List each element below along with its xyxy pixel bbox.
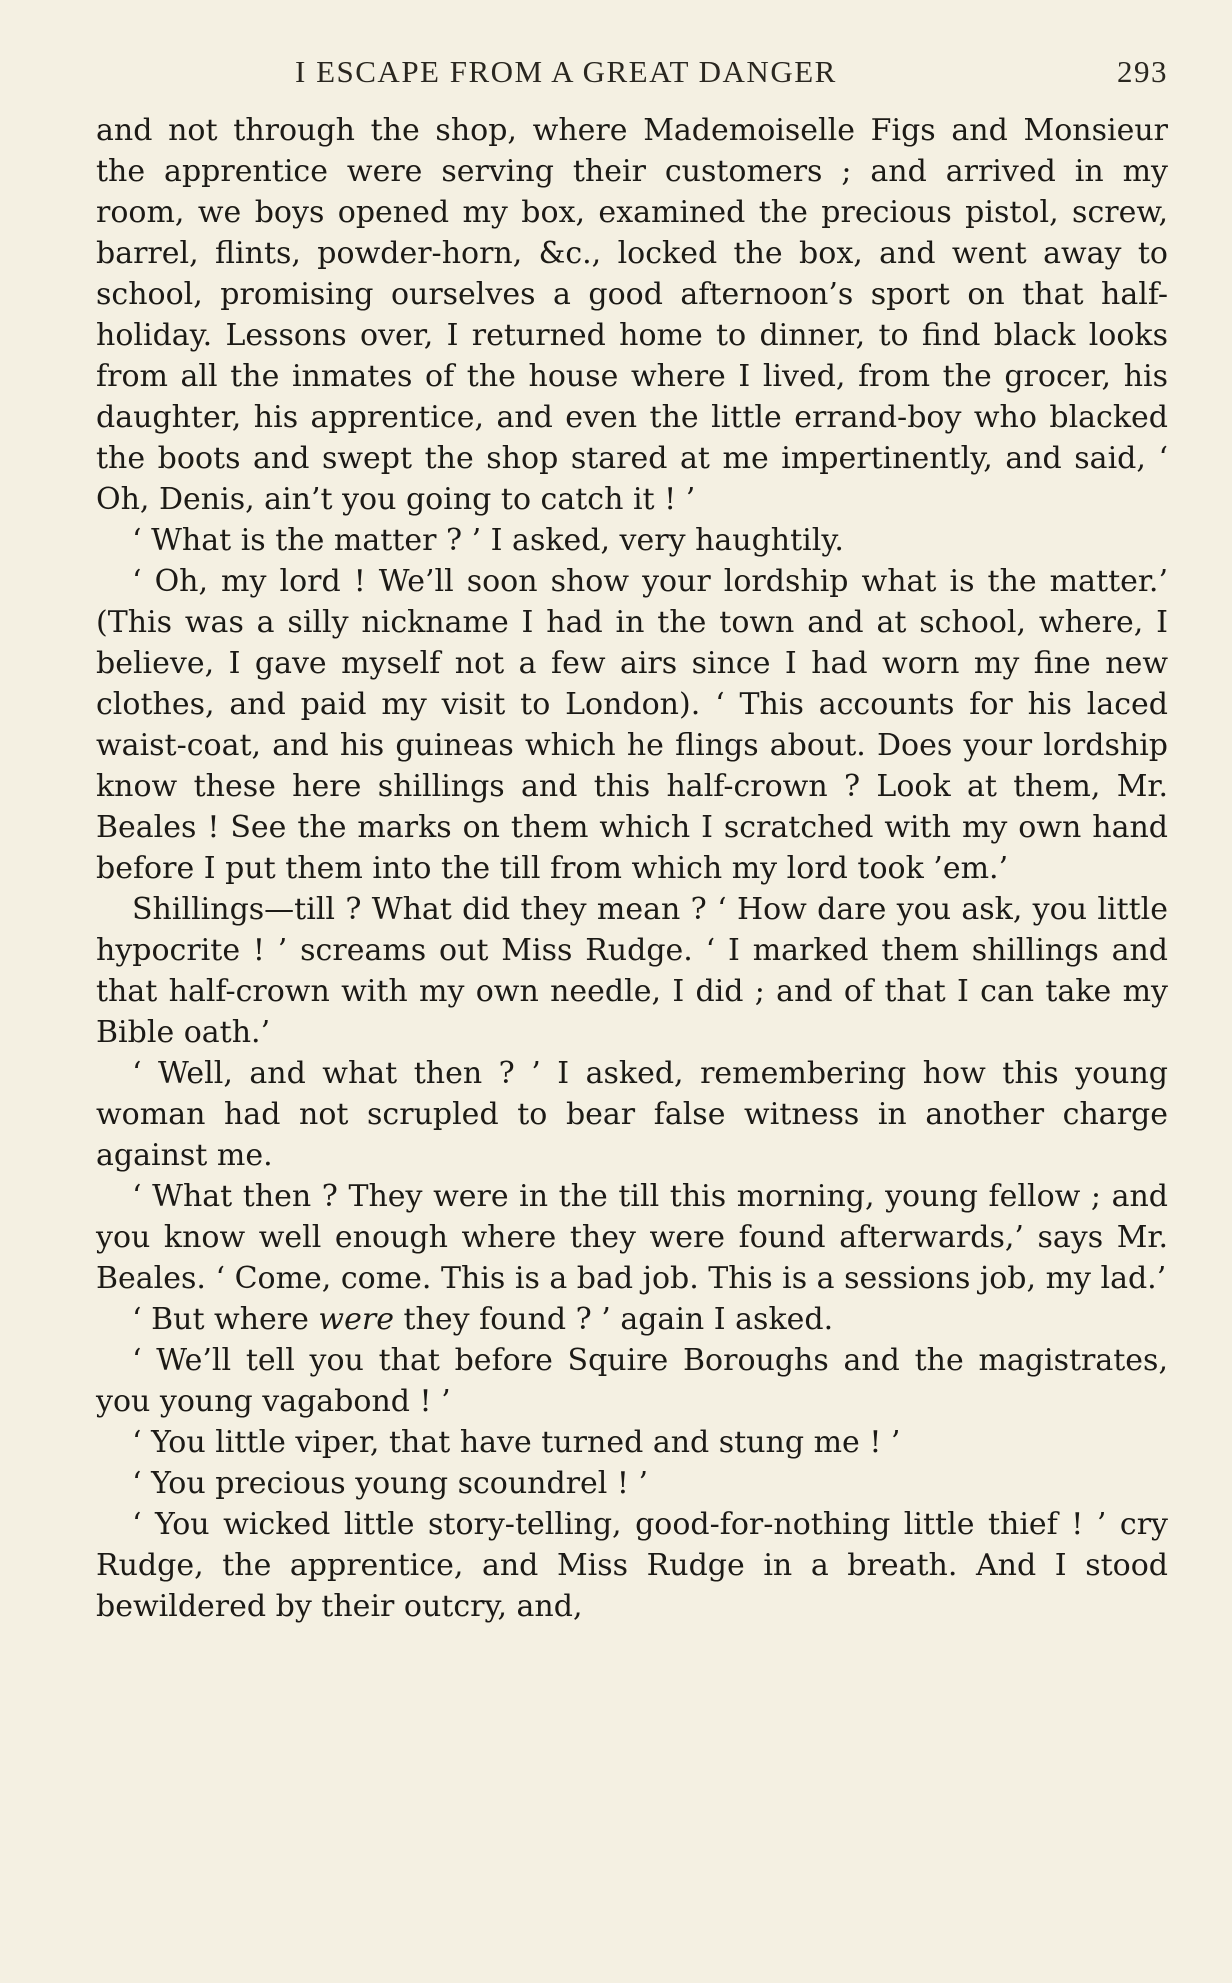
paragraph-11: ‘ You wicked little story-telling, good-for-nothing little thief ! ’ cry Rudge, the apprentice, and Miss Rudge in a breath. And I stood bewildered by their outcry, and, <box>96 1507 1168 1624</box>
running-title: I ESCAPE FROM A GREAT DANGER <box>295 54 837 89</box>
body-text <box>96 110 1168 1627</box>
paragraph-9: ‘ You little viper, that have turned and stung me ! ’ <box>132 1425 901 1460</box>
paragraph-2: ‘ What is the matter ? ’ I asked, very haughtily. <box>132 523 844 558</box>
book-page <box>96 50 1168 1627</box>
paragraph-7-start: ‘ But where <box>132 1302 319 1337</box>
paragraph-6: ‘ What then ? They were in the till this morning, young fellow ; and you know well enough where they were found afterwards,’ says Mr. Beales. ‘ Come, come. This is a bad job. This is a sessions job, my lad.’ <box>96 1179 1168 1296</box>
paragraph-7-emphasis: were <box>318 1302 394 1337</box>
paragraph-7-end: they found ? ’ again I asked. <box>393 1302 834 1337</box>
paragraph-1: and not through the shop, where Mademoiselle Figs and Monsieur the apprentice were serving their customers ; and arrived in my room, we boys opened my box, examined the precious pistol, screw, barrel, flints, powder-horn, &c., locked the box, and went away to school, promising ourselves a good afternoon’s sport on that half-holiday. Lessons over, I returned home to dinner, to find black looks from all the inmates of the house where I lived, from the grocer, his daughter, his apprentice, and even the little errand-boy who blacked the boots and swept the shop stared at me impertinently, and said, ‘ Oh, Denis, ain’t you going to catch it ! ’ <box>96 113 1168 517</box>
running-head <box>96 50 1168 102</box>
paragraph-3: ‘ Oh, my lord ! We’ll soon show your lordship what is the matter.’ (This was a silly nickname I had in the town and at school, where, I believe, I gave myself not a few airs since I had worn my fine new clothes, and paid my visit to London). ‘ This accounts for his laced waist-coat, and his guineas which he flings about. Does your lordship know these here shillings and this half-crown ? Look at them, Mr. Beales ! See the marks on them which I scratched with my own hand before I put them into the till from which my lord took ’em.’ <box>96 564 1168 886</box>
paragraph-8: ‘ We’ll tell you that before Squire Boroughs and the magistrates, you young vagabond ! ’ <box>96 1343 1168 1419</box>
paragraph-7 <box>96 1299 1168 1340</box>
paragraph-5: ‘ Well, and what then ? ’ I asked, remembering how this young woman had not scrupled to bear false witness in another charge against me. <box>96 1056 1168 1173</box>
page-number: 293 <box>1117 54 1168 89</box>
paragraph-10: ‘ You precious young scoundrel ! ’ <box>132 1466 649 1501</box>
paragraph-4: Shillings—till ? What did they mean ? ‘ How dare you ask, you little hypocrite ! ’ screams out Miss Rudge. ‘ I marked them shillings and that half-crown with my own needle, I did ; and of that I can take my Bible oath.’ <box>96 892 1168 1050</box>
